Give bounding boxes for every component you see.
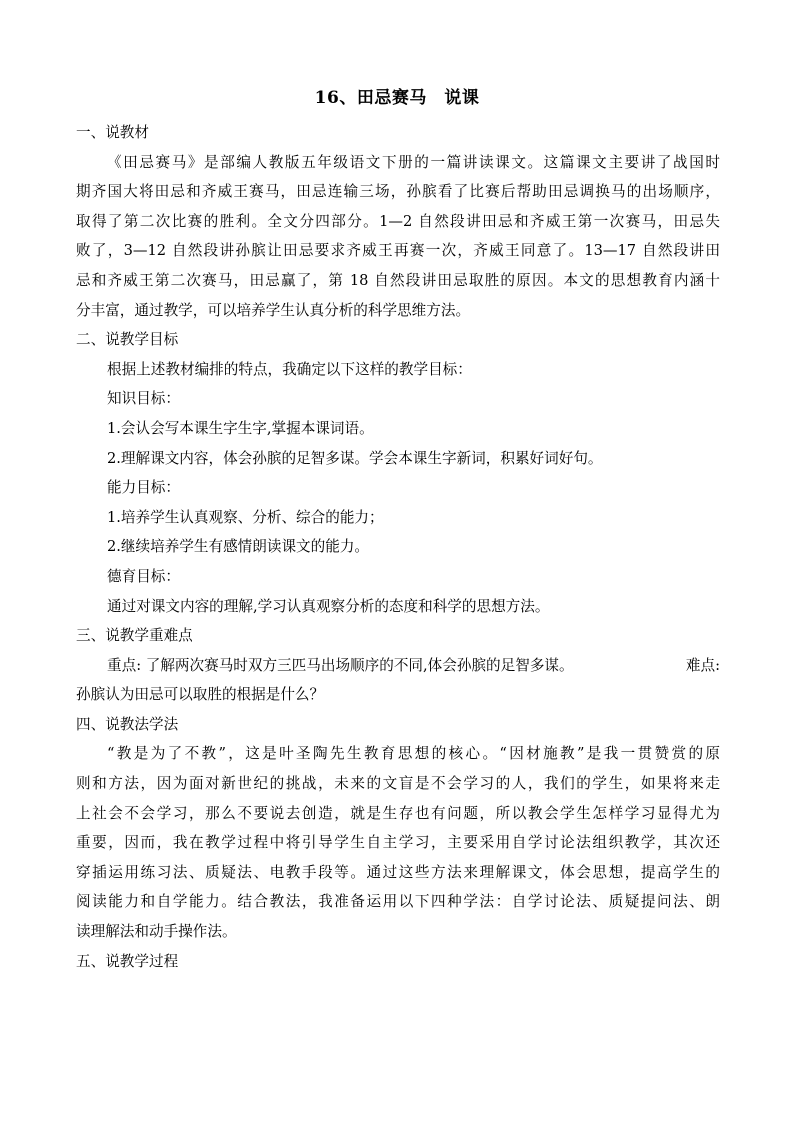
paragraph-line: 则和方法，因为面对新世纪的挑战，未来的文盲是不会学习的人，我们的学生，如果将来走: [76, 775, 720, 793]
key-difficult-row: [76, 651, 720, 681]
document-body: [76, 118, 720, 976]
section-heading-2: 二、说教学目标: [76, 331, 179, 349]
paragraph-line: 穿插运用练习法、质疑法、电教手段等。通过这些方法来理解课文，体会思想，提高学生的: [76, 863, 720, 881]
knowledge-goal-label: 知识目标：: [107, 390, 180, 408]
difficult-point-text: 孙膑认为田忌可以取胜的根据是什么？: [76, 686, 325, 704]
paragraph-line: 忌和齐威王第二次赛马，田忌赢了，第 18 自然段讲田忌取胜的原因。本文的思想教育内涵十: [76, 271, 720, 289]
knowledge-goal-item: 1.会认会写本课生字生字,掌握本课词语。: [107, 419, 374, 437]
ability-goal-item: 2.继续培养学生有感情朗读课文的能力。: [107, 538, 370, 556]
document-title: 16、田忌赛马 说课: [314, 88, 480, 108]
paragraph-line: 败了，3—12 自然段讲孙膑让田忌要求齐威王再赛一次，齐威王同意了。13—17 自然段讲田: [76, 242, 720, 260]
ability-goal-item: 1.培养学生认真观察、分析、综合的能力；: [107, 508, 384, 526]
section-heading-1: 一、说教材: [76, 124, 149, 141]
moral-goal-label: 德育目标：: [107, 567, 180, 585]
paragraph-line: 阅读能力和自学能力。结合教法，我准备运用以下四种学法：自学讨论法、质疑提问法、朗: [76, 893, 720, 911]
key-point-text: 重点: 了解两次赛马时双方三匹马出场顺序的不同,体会孙膑的足智多谋。: [107, 656, 574, 674]
section-heading-5: 五、说教学过程: [76, 952, 179, 970]
paragraph-line: 期齐国大将田忌和齐威王赛马，田忌连输三场，孙膑看了比赛后帮助田忌调换马的出场顺序，: [76, 183, 720, 201]
section-heading-3: 三、说教学重难点: [76, 627, 193, 645]
knowledge-goal-item: 2.理解课文内容，体会孙膑的足智多谋。学会本课生字新词，积累好词好句。: [107, 449, 603, 467]
paragraph-line: 上社会不会学习，那么不要说去创造，就是生存也有问题，所以教会学生怎样学习显得尤为: [76, 804, 720, 822]
goals-intro: 根据上述教材编排的特点，我确定以下这样的教学目标：: [107, 360, 472, 378]
paragraph-line: “教是为了不教”，这是叶圣陶先生教育思想的核心。“因材施教”是我一贯赞赏的原: [107, 745, 720, 763]
paragraph-line: 分丰富，通过教学，可以培养学生认真分析的科学思维方法。: [76, 301, 471, 319]
paragraph-line: 重要，因而，我在教学过程中将引导学生自主学习，主要采用自学讨论法组织教学，其次还: [76, 834, 720, 852]
section-heading-4: 四、说教法学法: [76, 715, 179, 733]
moral-goal-item: 通过对课文内容的理解,学习认真观察分析的态度和科学的思想方法。: [107, 597, 550, 615]
paragraph-line: 《田忌赛马》是部编人教版五年级语文下册的一篇讲读课文。这篇课文主要讲了战国时: [107, 153, 720, 171]
difficult-point-label: 难点:: [685, 656, 720, 674]
ability-goal-label: 能力目标：: [107, 479, 180, 497]
paragraph-line: 读理解法和动手操作法。: [76, 923, 237, 941]
paragraph-line: 取得了第二次比赛的胜利。全文分四部分。1—2 自然段讲田忌和齐威王第一次赛马，田忌失: [76, 212, 720, 230]
